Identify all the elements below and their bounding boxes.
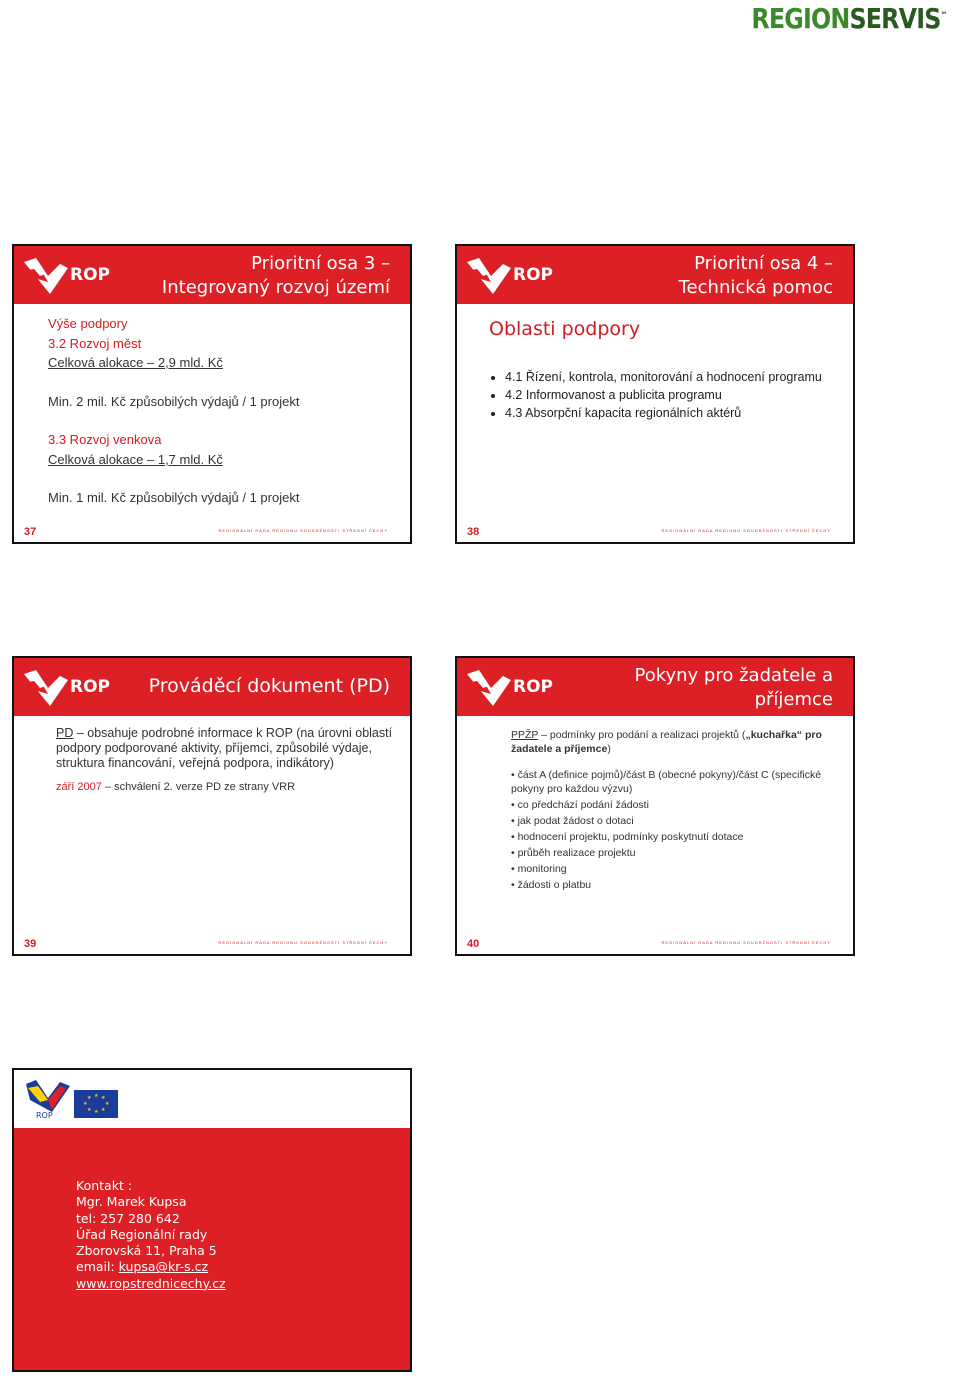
- slide-title: Pokyny pro žadatele a příjemce: [634, 665, 833, 710]
- slide-38: [455, 244, 855, 544]
- rop-emblem-icon: [24, 256, 68, 296]
- rop-label: ROP: [70, 677, 111, 697]
- rop-emblem-icon: [467, 256, 511, 296]
- slide-title: Prováděcí dokument (PD): [148, 675, 390, 697]
- slide-title: Prioritní osa 3 – Integrovaný rozvoj území: [161, 253, 390, 298]
- list-item: • jak podat žádost o dotaci: [511, 814, 835, 828]
- heading: Výše podpory: [48, 316, 128, 331]
- rop-emblem-icon: [24, 668, 68, 708]
- slide-40: [455, 656, 855, 956]
- eu-flag-icon: ★ ★ ★ ★ ★ ★ ★ ★: [74, 1090, 118, 1118]
- allocation-text: Celková alokace – 1,7 mld. Kč: [48, 451, 223, 467]
- slide-header: [14, 658, 410, 716]
- subheading: 3.3 Rozvoj venkova: [48, 432, 162, 447]
- bullet-list: [489, 368, 835, 422]
- slide-footer: REGIONÁLNÍ RADA REGIONU SOUDRŽNOSTI STŘEDNÍ ČECHY: [661, 940, 831, 945]
- rop-logo: [24, 668, 114, 708]
- rop-emblem-icon: [26, 1080, 72, 1120]
- allocation-text: Celková alokace – 2,9 mld. Kč: [48, 355, 223, 370]
- rop-logo: [467, 668, 557, 708]
- slide-footer: REGIONÁLNÍ RADA REGIONU SOUDRŽNOSTI STŘEDNÍ ČECHY: [218, 528, 388, 533]
- list-item: • 4.3 Absorpční kapacita regionálních aktérů: [505, 404, 835, 422]
- slide-number: 40: [467, 938, 480, 950]
- contact-slide: [12, 1068, 412, 1372]
- rop-small-label: ROP: [36, 1111, 53, 1120]
- list-item: • 4.2 Informovanost a publicita programu: [505, 386, 835, 404]
- slide-subtitle: Oblasti podpory: [489, 318, 641, 340]
- minimum-text: Min. 2 mil. Kč způsobilých výdajů / 1 projekt: [48, 393, 300, 409]
- slide-footer: REGIONÁLNÍ RADA REGIONU SOUDRŽNOSTI STŘEDNÍ ČECHY: [661, 528, 831, 533]
- email-link[interactable]: kupsa@kr-s.cz: [118, 1259, 209, 1275]
- rop-logo: [467, 256, 557, 296]
- slide-title: Prioritní osa 4 – Technická pomoc: [678, 253, 833, 298]
- contact-office: Úřad Regionální rady: [76, 1226, 208, 1242]
- subheading: 3.2 Rozvoj měst: [48, 335, 142, 351]
- pd-description: PD – obsahuje podrobné informace k ROP (na úrovni oblastí podpory podporované aktivity, příjemci, způsobilé výdaje, struktura financování, veřejná podpora, indikátory): [56, 726, 393, 770]
- list-item: • průběh realizace projektu: [511, 846, 835, 860]
- ppzp-intro: PPŽP – podmínky pro podání a realizaci projektů („kuchařka“ pro žadatele a příjemce): [511, 729, 822, 755]
- contact-line: Kontakt :: [76, 1178, 133, 1193]
- slide-37: [12, 244, 412, 544]
- slide-footer: REGIONÁLNÍ RADA REGIONU SOUDRŽNOSTI STŘEDNÍ ČECHY: [218, 940, 388, 945]
- regionservis-logo: REGIONSERVIS™: [750, 2, 946, 35]
- slide-header: [457, 246, 853, 304]
- list-item: • žádosti o platbu: [511, 878, 835, 892]
- slide-number: 38: [467, 526, 480, 538]
- contact-address: Zborovská 11, Praha 5: [76, 1243, 217, 1259]
- logo-strip: [14, 1070, 410, 1128]
- rop-label: ROP: [513, 677, 554, 697]
- rop-emblem-icon: [467, 668, 511, 708]
- bullet-list: [511, 768, 835, 892]
- approval-text: září 2007 – schválení 2. verze PD ze strany VRR: [56, 781, 296, 793]
- slide-body: [48, 314, 396, 508]
- slide-header: [457, 658, 853, 716]
- rop-label: ROP: [70, 265, 111, 285]
- list-item: • 4.1 Řízení, kontrola, monitorování a hodnocení programu: [505, 368, 835, 386]
- slide-header: [14, 246, 410, 304]
- minimum-text: Min. 1 mil. Kč způsobilých výdajů / 1 projekt: [48, 490, 300, 505]
- contact-panel: [14, 1128, 410, 1370]
- list-item: • monitoring: [511, 862, 835, 876]
- contact-phone: tel: 257 280 642: [76, 1210, 180, 1226]
- slide-39: [12, 656, 412, 956]
- contact-info: [76, 1178, 226, 1292]
- contact-email-line: email: kupsa@kr-s.cz: [76, 1259, 209, 1275]
- slide-body: [56, 726, 396, 795]
- list-item: • hodnocení projektu, podmínky poskytnutí dotace: [511, 830, 835, 844]
- slide-number: 37: [24, 526, 37, 538]
- rop-logo: [24, 256, 114, 296]
- list-item: • co předchází podání žádosti: [511, 798, 835, 812]
- slide-number: 39: [24, 938, 37, 950]
- list-item: • část A (definice pojmů)/část B (obecné pokyny)/část C (specifické pokyny pro každou výzvu): [511, 768, 835, 796]
- website-link[interactable]: www.ropstrednicechy.cz: [76, 1275, 226, 1291]
- contact-name: Mgr. Marek Kupsa: [76, 1194, 187, 1210]
- slide-body: [511, 728, 835, 894]
- rop-label: ROP: [513, 265, 554, 285]
